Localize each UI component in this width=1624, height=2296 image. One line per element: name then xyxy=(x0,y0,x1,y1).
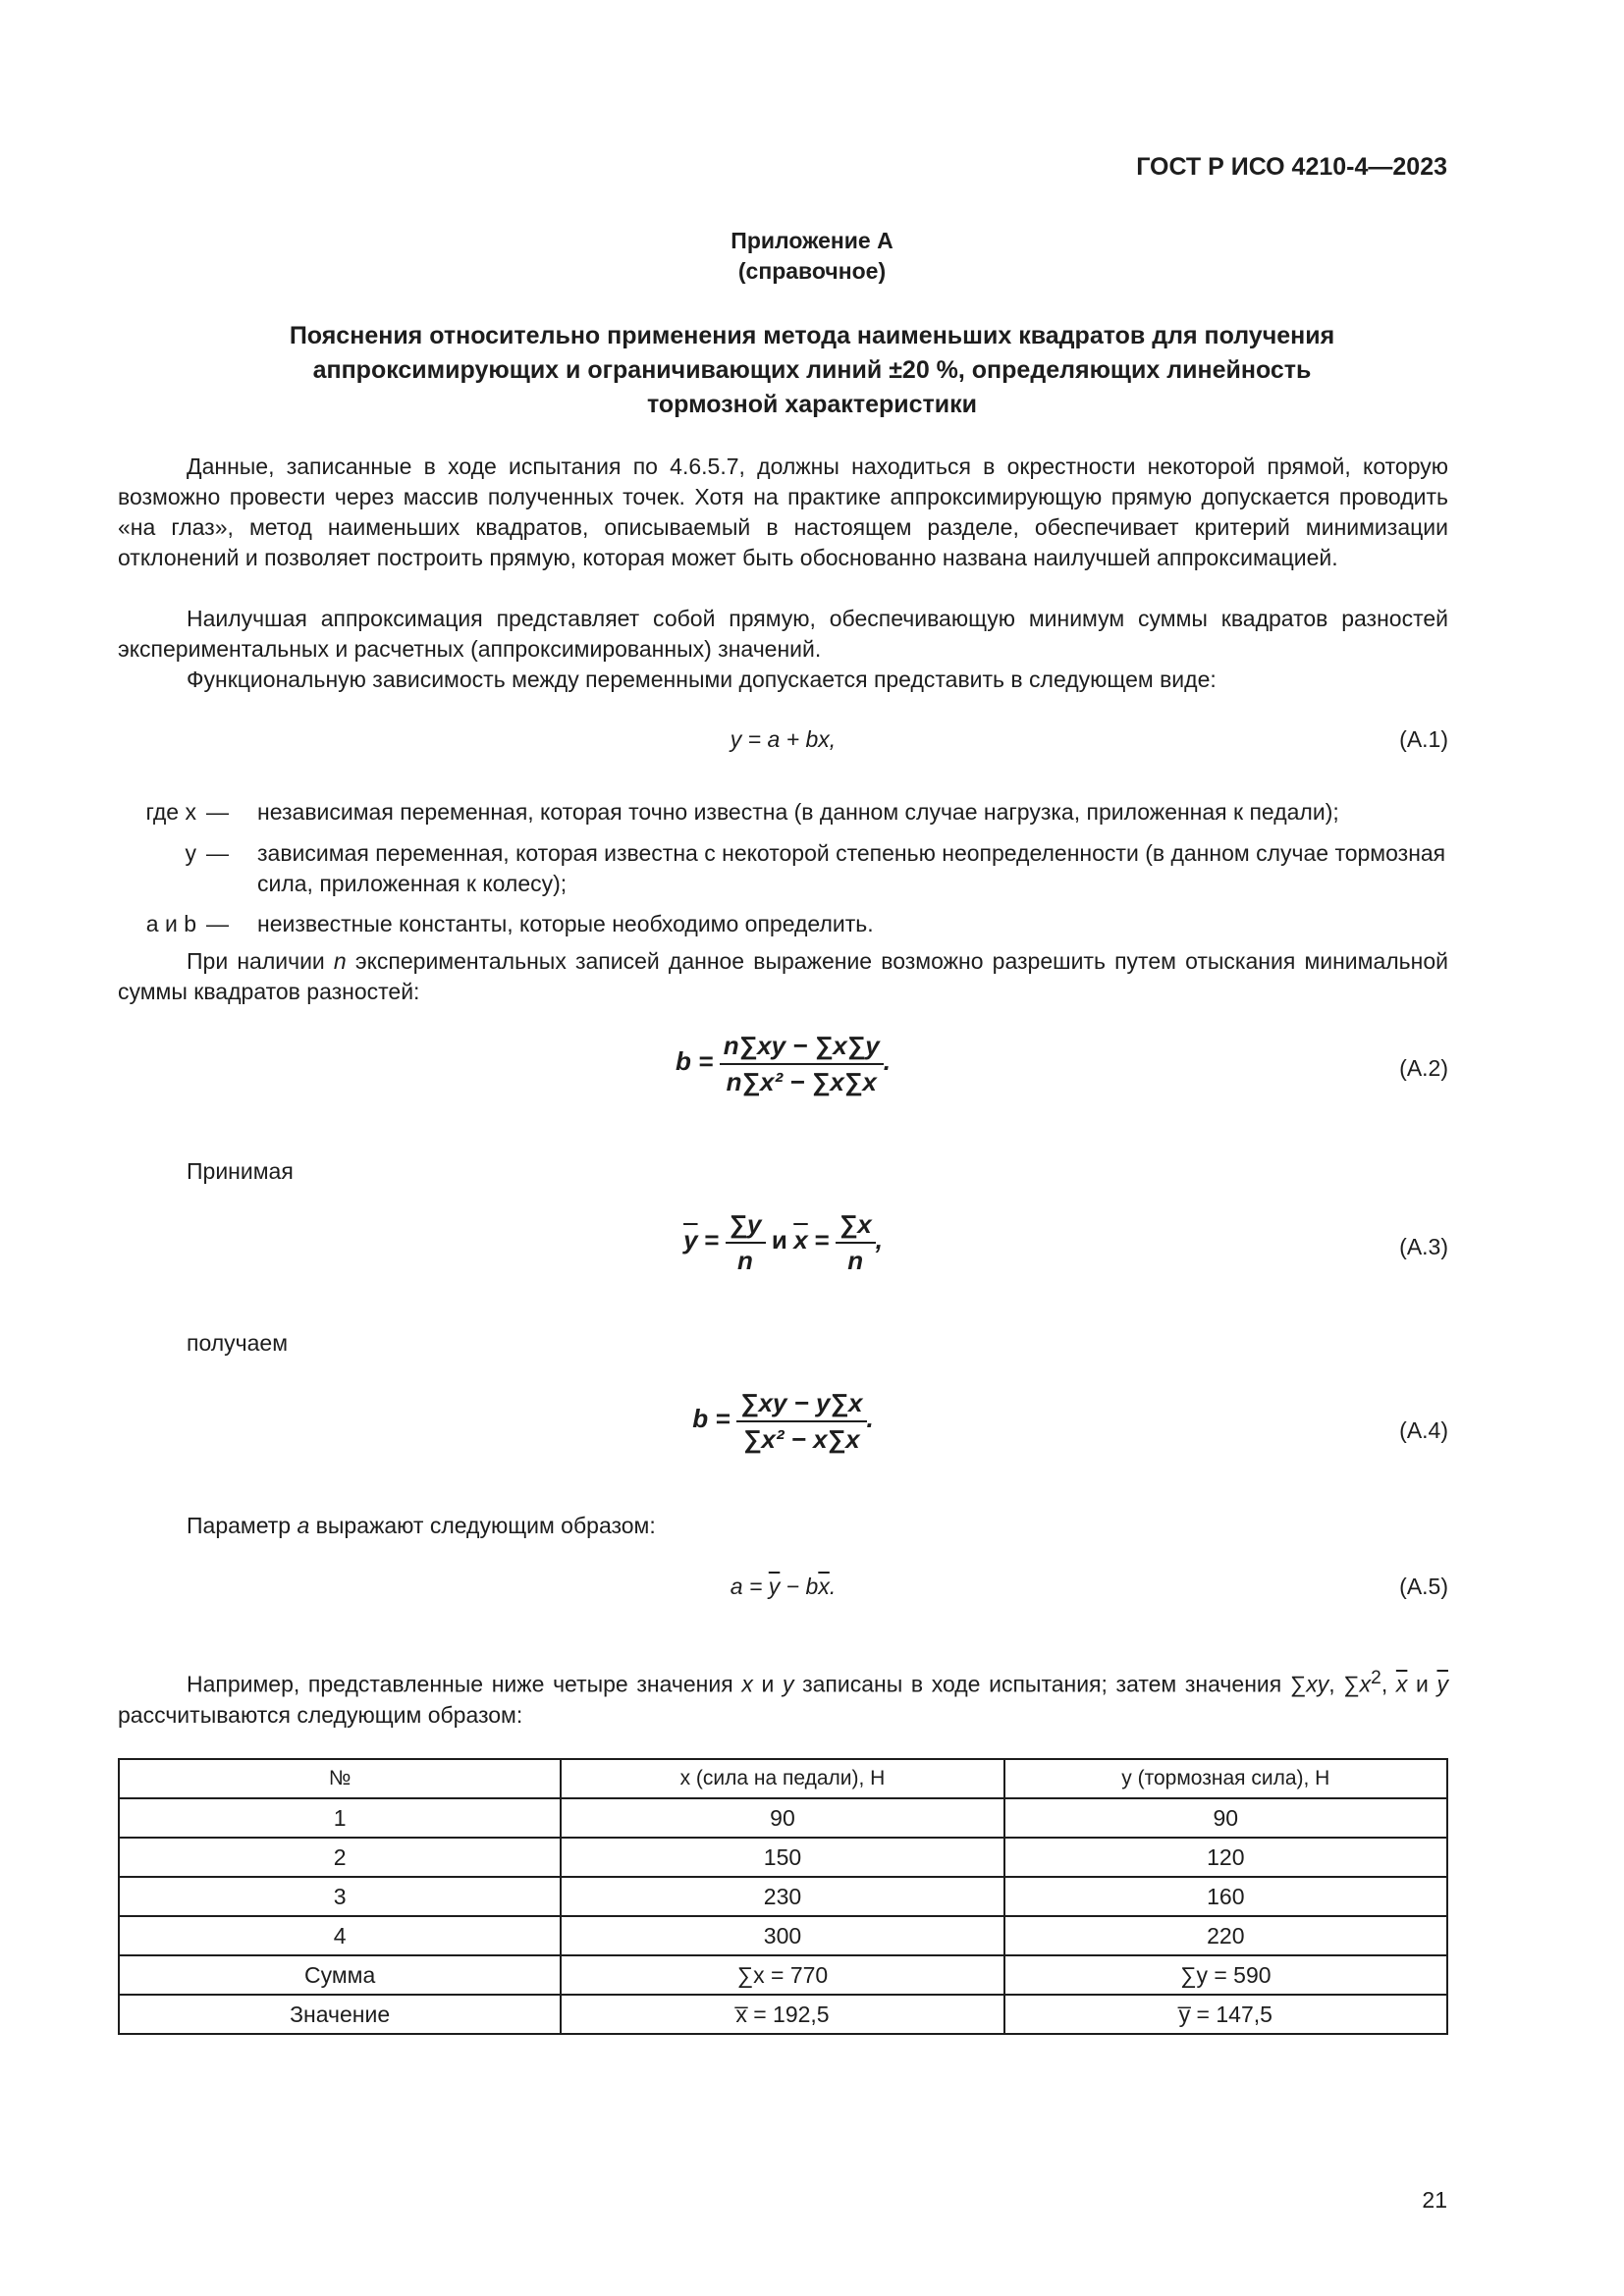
formula-a2-denominator: n∑x² − ∑x∑x xyxy=(726,1067,877,1096)
table-cell: y̅ = 147,5 xyxy=(1004,1995,1447,2034)
formula-a4-trail: . xyxy=(866,1404,874,1434)
table-mean-row xyxy=(119,1995,1447,2034)
annex-heading xyxy=(0,226,1624,287)
where-symbol: a и b xyxy=(145,911,196,936)
table-row xyxy=(119,1916,1447,1955)
where-text: зависимая переменная, которая известна с некоторой степенью неопределенности (в данном случае тормозная сила, приложенная к колесу); xyxy=(257,840,1446,896)
formula-a2-number: (A.2) xyxy=(1399,1055,1448,1081)
formula-a5-pre: a = xyxy=(730,1574,769,1599)
table-cell: 160 xyxy=(1004,1877,1447,1916)
table-cell: 90 xyxy=(1004,1798,1447,1838)
formula-a3-eq-2: = xyxy=(814,1225,830,1255)
where-symbol: где x xyxy=(145,799,196,825)
paragraph-least-squares: При наличии n экспериментальных записей данное выражение возможно разрешить путем отыскания минимальной суммы квадратов разностей: xyxy=(118,948,1449,1004)
table-cell: 220 xyxy=(1004,1916,1447,1955)
where-dash: — xyxy=(206,840,229,866)
formula-a3-x-numerator: ∑x xyxy=(836,1209,876,1244)
table-row xyxy=(119,1798,1447,1838)
formula-a5-number: (A.5) xyxy=(1399,1574,1448,1599)
where-item-x xyxy=(0,797,1624,828)
formula-a5-xbar: $\overline{x}$ xyxy=(818,1574,830,1599)
where-dash: — xyxy=(206,911,229,936)
formula-a1-expression: y = a + bx, xyxy=(730,726,837,752)
formula-a3-number: (A.3) xyxy=(1399,1234,1448,1259)
formula-a4-lhs: b = xyxy=(692,1404,731,1434)
formula-a5-end: . xyxy=(829,1574,837,1599)
table-cell: ∑x = 770 xyxy=(561,1955,1003,1995)
section-title-line-2: аппроксимирующих и ограничивающих линий ±20 %, определяющих линейность xyxy=(312,356,1312,384)
formula-a3-eq: = xyxy=(703,1225,720,1255)
formula-a5-mid: − b xyxy=(780,1574,819,1599)
formula-a3-x-fraction xyxy=(836,1209,876,1276)
formula-a3 xyxy=(118,1209,1448,1298)
paragraph-param-a: Параметр a выражают следующим образом: xyxy=(187,1513,656,1538)
where-item-ab xyxy=(0,909,1624,939)
formula-a3-ybar: $\overline{y}$ xyxy=(683,1225,698,1255)
where-text: независимая переменная, которая точно известна (в данном случае нагрузка, приложенная к педали); xyxy=(257,799,1339,825)
formula-a4-numerator: ∑xy − y∑x xyxy=(736,1388,867,1422)
paragraph-best-fit: Наилучшая аппроксимация представляет собой прямую, обеспечивающую минимум суммы квадратов разностей экспериментальных и расчетных (аппроксимированных) значений. xyxy=(118,606,1448,662)
table-cell: ∑y = 590 xyxy=(1004,1955,1447,1995)
formula-a4 xyxy=(118,1388,1448,1476)
paragraph-function: Функциональную зависимость между переменными допускается представить в следующем виде: xyxy=(187,667,1217,692)
table-header-cell: № xyxy=(119,1759,561,1798)
data-table xyxy=(118,1758,1448,2035)
table-row xyxy=(119,1838,1447,1877)
formula-a1-number: (A.1) xyxy=(1399,726,1448,752)
document-id: ГОСТ Р ИСО 4210-4—2023 xyxy=(1136,153,1447,181)
table-cell: 2 xyxy=(119,1838,561,1877)
formula-a2-lhs: b = xyxy=(676,1046,714,1077)
annex-subtitle: (справочное) xyxy=(737,258,887,284)
paragraph-intro: Данные, записанные в ходе испытания по 4.6.5.7, должны находиться в окрестности некоторой прямой, которую возможно провести через массив полученных точек. Хотя на практике аппроксимирующую прямую допускается проводить «на глаз», метод наименьших квадратов, описываемый в настоящем разделе, обеспечивает критерий минимизации отклонений и позволяет построить прямую, которая может быть обоснованно названа наилучшей аппроксимацией. xyxy=(118,454,1448,570)
formula-a2-trail: . xyxy=(883,1046,891,1077)
table-header-cell: y (тормозная сила), Н xyxy=(1004,1759,1447,1798)
section-title-line-3: тормозной характеристики xyxy=(646,391,978,418)
paragraph-we-get: получаем xyxy=(187,1330,289,1356)
paragraph-assuming: Принимая xyxy=(187,1158,294,1184)
formula-a4-fraction xyxy=(736,1388,867,1455)
formula-a4-denominator: ∑x² − x∑x xyxy=(742,1424,860,1454)
table-header-cell: x (сила на педали), Н xyxy=(561,1759,1003,1798)
where-text: неизвестные константы, которые необходимо определить. xyxy=(257,911,874,936)
table-sum-row xyxy=(119,1955,1447,1995)
page-number: 21 xyxy=(1422,2187,1447,2213)
where-symbol: y xyxy=(185,840,196,866)
formula-a2 xyxy=(118,1031,1448,1119)
table-cell: 3 xyxy=(119,1877,561,1916)
table-cell: Сумма xyxy=(119,1955,561,1995)
section-title xyxy=(147,319,1477,422)
formula-a3-conjunction: и xyxy=(771,1225,787,1255)
table-cell: x̅ = 192,5 xyxy=(561,1995,1003,2034)
formula-a3-y-fraction xyxy=(726,1209,766,1276)
table-cell: Значение xyxy=(119,1995,561,2034)
table-cell: 4 xyxy=(119,1916,561,1955)
table-cell: 1 xyxy=(119,1798,561,1838)
table-cell: 230 xyxy=(561,1877,1003,1916)
paragraph-example: Например, представленные ниже четыре значения x и y записаны в ходе испытания; затем значения ∑xy, $\sum x^2$, $\overline{x}$ и $\overline{y}$ рассчитываются следующим образом: xyxy=(118,1668,1448,1728)
section-title-line-1: Пояснения относительно применения метода наименьших квадратов для получения xyxy=(289,322,1335,349)
formula-a3-trail: , xyxy=(875,1225,883,1255)
formula-a5-ybar: $\overline{y}$ xyxy=(768,1574,781,1599)
formula-a2-fraction xyxy=(720,1031,884,1097)
where-item-y xyxy=(0,838,1624,899)
table-cell: 150 xyxy=(561,1838,1003,1877)
table-row xyxy=(119,1877,1447,1916)
annex-title: Приложение А xyxy=(731,228,893,253)
formula-a3-xbar: $\overline{x}$ xyxy=(793,1225,808,1255)
table-cell: 90 xyxy=(561,1798,1003,1838)
where-dash: — xyxy=(206,799,229,825)
formula-a3-y-denominator: n xyxy=(737,1246,753,1275)
table-cell: 120 xyxy=(1004,1838,1447,1877)
table-header-row xyxy=(119,1759,1447,1798)
formula-a3-y-numerator: ∑y xyxy=(726,1209,766,1244)
formula-a4-number: (A.4) xyxy=(1399,1417,1448,1443)
formula-a2-numerator: n∑xy − ∑x∑y xyxy=(720,1031,884,1065)
formula-a3-x-denominator: n xyxy=(847,1246,864,1275)
table-cell: 300 xyxy=(561,1916,1003,1955)
